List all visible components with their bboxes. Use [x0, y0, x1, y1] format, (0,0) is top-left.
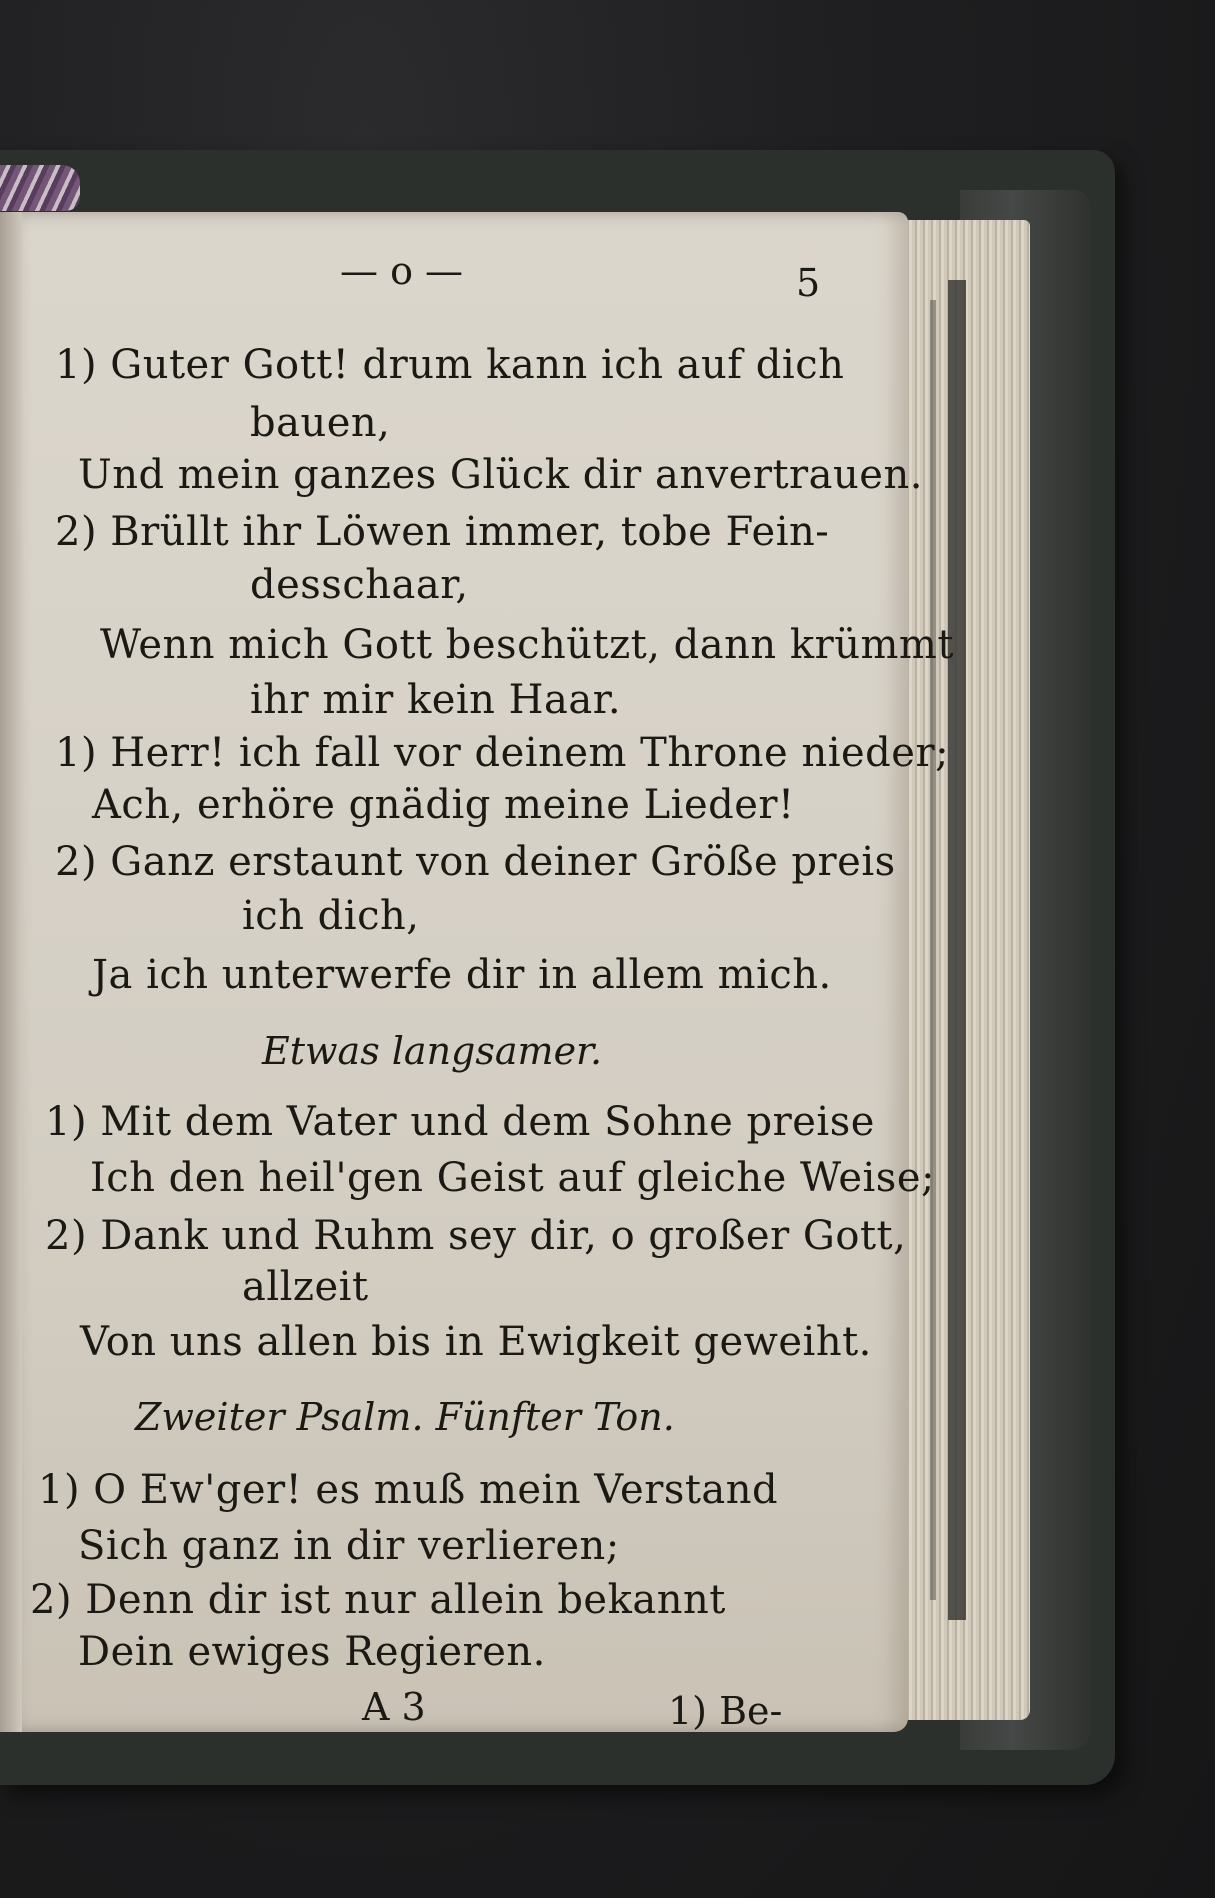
text-line-16: 2) Dank und Ruhm sey dir, o großer Gott, [45, 1213, 907, 1259]
text-line-15: Ich den heil'gen Geist auf gleiche Weise; [90, 1155, 935, 1201]
text-line-3: Und mein ganzes Glück dir anvertrauen. [78, 452, 923, 498]
text-line-17: allzeit [242, 1264, 369, 1310]
text-line-4: 2) Brüllt ihr Löwen immer, tobe Fein- [55, 509, 830, 555]
page-number: 5 [796, 261, 821, 305]
text-line-23: Dein ewiges Regieren. [78, 1629, 546, 1675]
page-block-dark-edge [948, 280, 966, 1620]
text-line-8: 1) Herr! ich fall vor deinem Throne nieder; [55, 730, 950, 776]
text-line-18: Von uns allen bis in Ewigkeit geweiht. [80, 1319, 872, 1365]
text-line-20: 1) O Ew'ger! es muß mein Verstand [38, 1467, 779, 1513]
catchword: 1) Be- [668, 1689, 783, 1733]
text-line-1: 1) Guter Gott! drum kann ich auf dich [55, 342, 845, 388]
text-line-7: ihr mir kein Haar. [250, 677, 622, 723]
text-line-6: Wenn mich Gott beschützt, dann krümmt [100, 622, 954, 668]
section-heading-tempo: Etwas langsamer. [262, 1029, 603, 1073]
text-line-10: 2) Ganz erstaunt von deiner Größe preis [55, 839, 896, 885]
text-line-2: bauen, [250, 400, 391, 446]
section-heading-psalm: Zweiter Psalm. Fünfter Ton. [135, 1395, 675, 1439]
text-line-11: ich dich, [242, 893, 420, 939]
text-line-9: Ach, erhöre gnädig meine Lieder! [92, 782, 795, 828]
text-line-12: Ja ich unterwerfe dir in allem mich. [92, 952, 832, 998]
header-ornament: — o — [340, 249, 464, 293]
bookmark-ribbon [0, 165, 80, 211]
text-line-5: desschaar, [250, 562, 469, 608]
page-gutter [0, 212, 22, 1732]
text-line-14: 1) Mit dem Vater und dem Sohne preise [45, 1099, 875, 1145]
text-line-22: 2) Denn dir ist nur allein bekannt [30, 1577, 726, 1623]
text-line-21: Sich ganz in dir verlieren; [78, 1523, 620, 1569]
signature-mark: A 3 [362, 1685, 426, 1729]
page-block-shadow [930, 300, 936, 1600]
